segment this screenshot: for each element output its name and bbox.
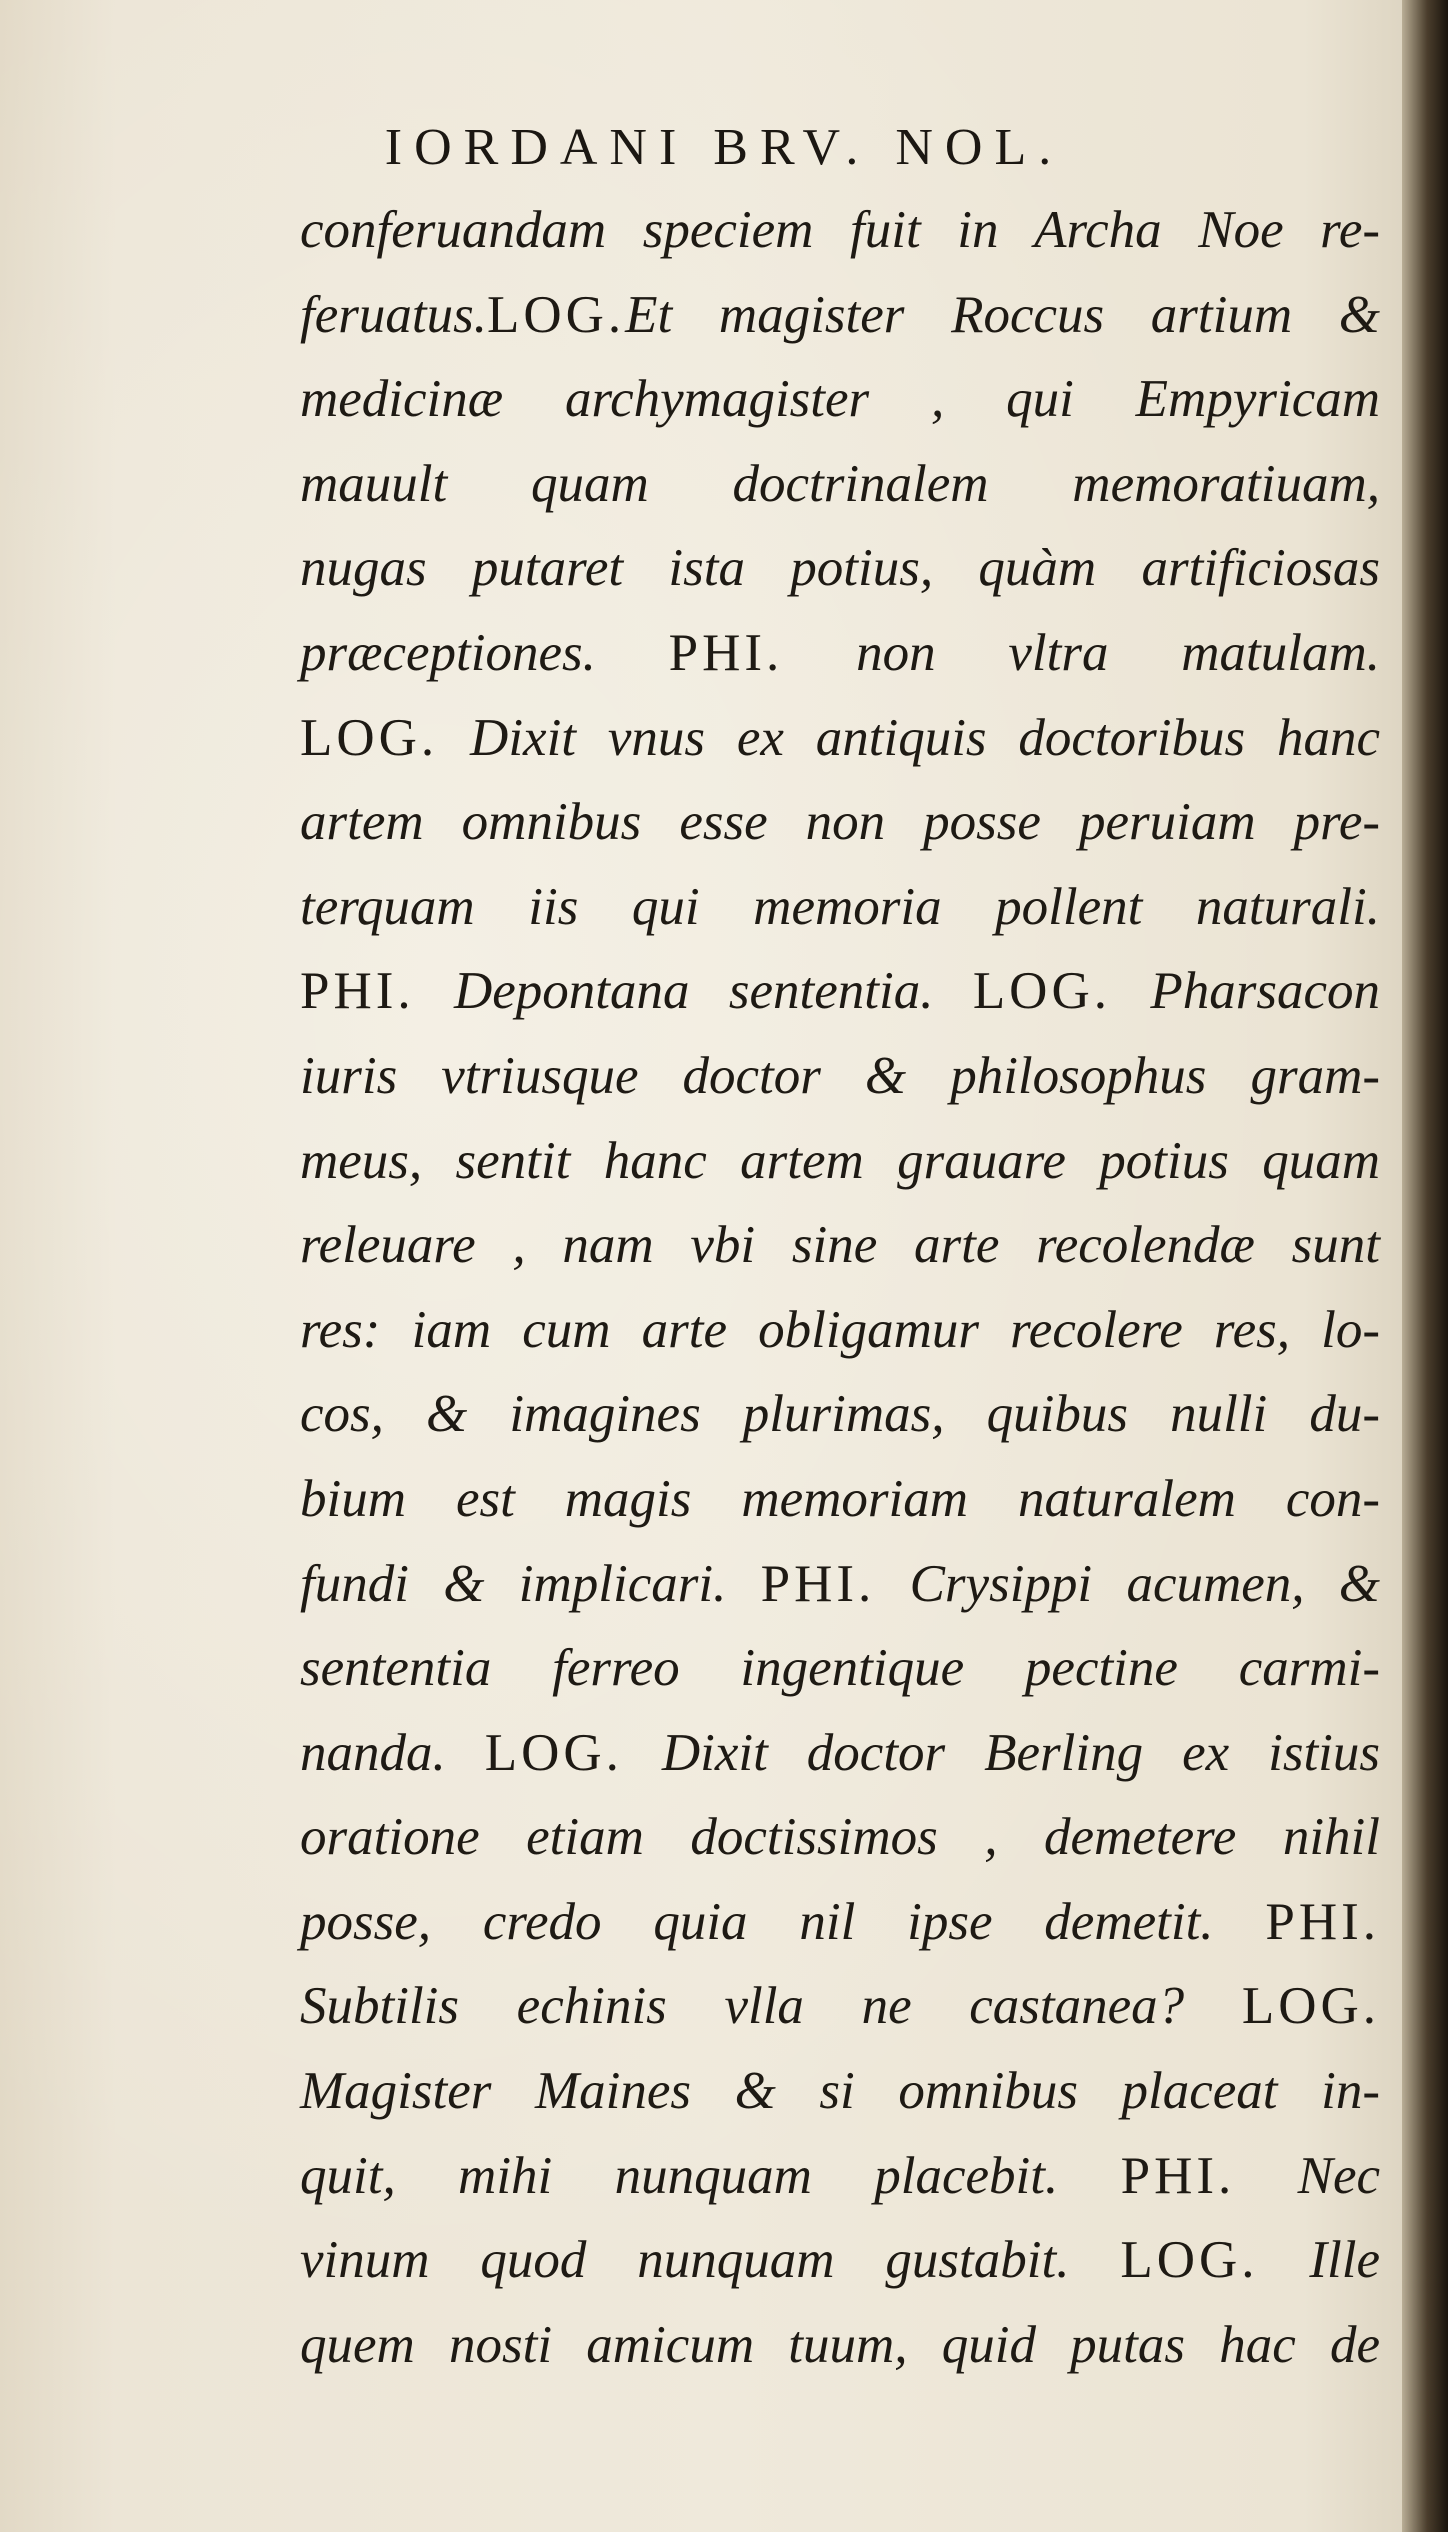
text-line: fundi & implicari. PHI. Crysippi acumen, &	[300, 1554, 1381, 1613]
text-line: nugas putaret ista potius, quàm artificiosas	[300, 539, 1380, 598]
text-line: PHI. Depontana sententia. LOG. Pharsacon	[300, 962, 1380, 1021]
text-line: releuare , nam vbi sine arte recolendæ sunt	[300, 1216, 1380, 1275]
text-line: iuris vtriusque doctor & philosophus gram-	[300, 1046, 1380, 1105]
text-line: conferuandam speciem fuit in Archa Noe re-	[300, 201, 1380, 259]
text-line: LOG. Dixit vnus ex antiquis doctoribus hanc	[300, 708, 1380, 767]
speaker-label: PHI.	[300, 962, 415, 1021]
running-head: IORDANI BRV. NOL.	[384, 119, 1064, 176]
text-line: nanda. LOG. Dixit doctor Berling ex istius	[300, 1723, 1381, 1782]
text-line: terquam iis qui memoria pollent naturali.	[300, 877, 1380, 936]
speaker-label: LOG.	[486, 285, 626, 344]
speaker-label: PHI.	[1265, 1892, 1381, 1951]
text-line: artem omnibus esse non posse peruiam pre-	[300, 793, 1380, 852]
text-line: bium est magis memoriam naturalem con-	[300, 1469, 1380, 1528]
speaker-label: PHI.	[1120, 2146, 1236, 2205]
text-line: cos, & imagines plurimas, quibus nulli du-	[300, 1385, 1380, 1444]
text-line: præceptiones. PHI. non vltra matulam.	[300, 623, 1380, 682]
speaker-label: PHI.	[668, 623, 784, 682]
speaker-label: LOG.	[1120, 2231, 1259, 2290]
text-line: oratione etiam doctissimos , demetere nihil	[300, 1808, 1380, 1867]
page-gutter-shadow	[1402, 0, 1448, 2532]
text-line: feruatus.LOG.Et magister Roccus artium &	[300, 285, 1380, 344]
speaker-label: LOG.	[484, 1723, 623, 1782]
speaker-label: PHI.	[760, 1554, 876, 1613]
text-line: quit, mihi nunquam placebit. PHI. Nec	[300, 2146, 1381, 2205]
text-line: sententia ferreo ingentique pectine carmi-	[300, 1639, 1380, 1698]
speaker-label: LOG.	[300, 708, 439, 767]
speaker-label: LOG.	[972, 962, 1111, 1021]
speaker-label: LOG.	[1241, 1977, 1381, 2036]
text-line: vinum quod nunquam gustabit. LOG. Ille	[300, 2231, 1381, 2290]
text-line: quem nosti amicum tuum, quid putas hac de	[300, 2315, 1380, 2374]
text-line: meus, sentit hanc artem grauare potius quam	[300, 1131, 1380, 1190]
body-text	[300, 188, 1380, 2387]
text-line: medicinæ archymagister , qui Empyricam	[300, 370, 1380, 429]
text-line: res: iam cum arte obligamur recolere res, lo-	[300, 1300, 1380, 1359]
text-line: mauult quam doctrinalem memoratiuam,	[300, 454, 1380, 513]
text-line: Subtilis echinis vlla ne castanea? LOG.	[300, 1977, 1381, 2036]
text-line: Magister Maines & si omnibus placeat in-	[300, 2062, 1380, 2121]
text-line: posse, credo quia nil ipse demetit. PHI.	[300, 1892, 1381, 1951]
